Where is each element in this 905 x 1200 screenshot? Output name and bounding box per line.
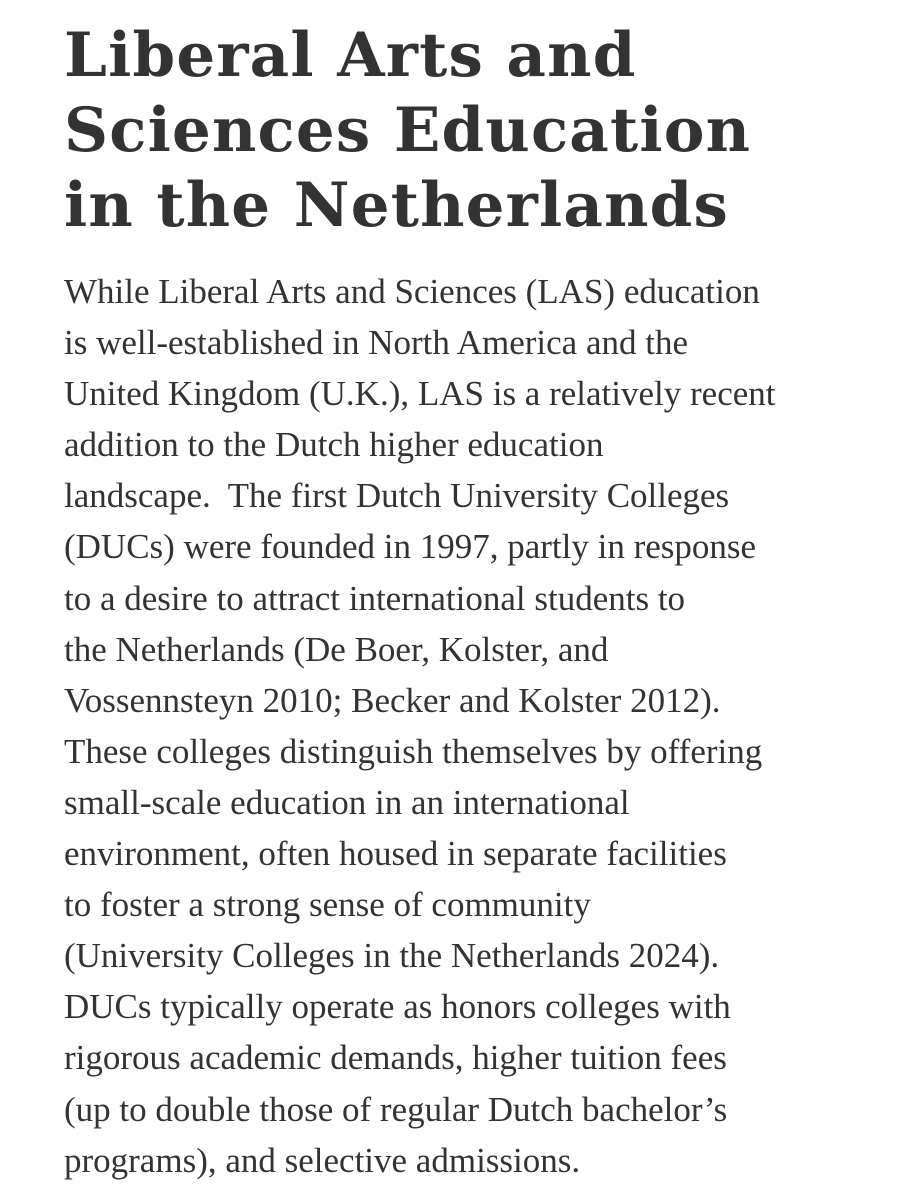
paragraph-line: small-scale education in an international — [64, 782, 630, 822]
paragraph-line: DUCs typically operate as honors colleges with — [64, 987, 731, 1027]
paragraph-line: These colleges distinguish themselves by offering — [64, 731, 763, 771]
paragraph-line: programs), and selective admissions. — [64, 1140, 581, 1180]
paragraph-line: to foster a strong sense of community — [64, 885, 591, 925]
paragraph-line: rigorous academic demands, higher tuition fees — [64, 1038, 727, 1078]
paragraph-line: (up to double those of regular Dutch bachelor’s — [64, 1089, 728, 1129]
article — [64, 18, 854, 1186]
paragraph-line: While Liberal Arts and Sciences (LAS) education — [64, 272, 760, 311]
article-title-line: in the Netherlands — [64, 170, 730, 241]
paragraph-line: (DUCs) were founded in 1997, partly in response — [64, 527, 757, 567]
paragraph-line: Vossennsteyn 2010; Becker and Kolster 2012). — [64, 680, 721, 720]
article-title-line: Liberal Arts and — [64, 20, 637, 91]
paragraph-line: environment, often housed in separate facilities — [64, 834, 727, 874]
article-title — [64, 18, 854, 243]
paragraph-line: landscape. The first Dutch University Colleges — [64, 476, 730, 516]
paragraph-line: United Kingdom (U.K.), LAS is a relatively recent — [64, 374, 776, 414]
paragraph-line: to a desire to attract international students to — [64, 578, 686, 618]
article-title-line: Sciences Education — [64, 95, 752, 166]
paragraph-line: (University Colleges in the Netherlands 2024). — [64, 936, 720, 976]
paragraph-line: is well-established in North America and the — [64, 323, 689, 363]
paragraph-line: addition to the Dutch higher education — [64, 425, 604, 465]
paragraph-line: the Netherlands (De Boer, Kolster, and — [64, 629, 609, 669]
article-paragraph — [64, 266, 854, 1186]
